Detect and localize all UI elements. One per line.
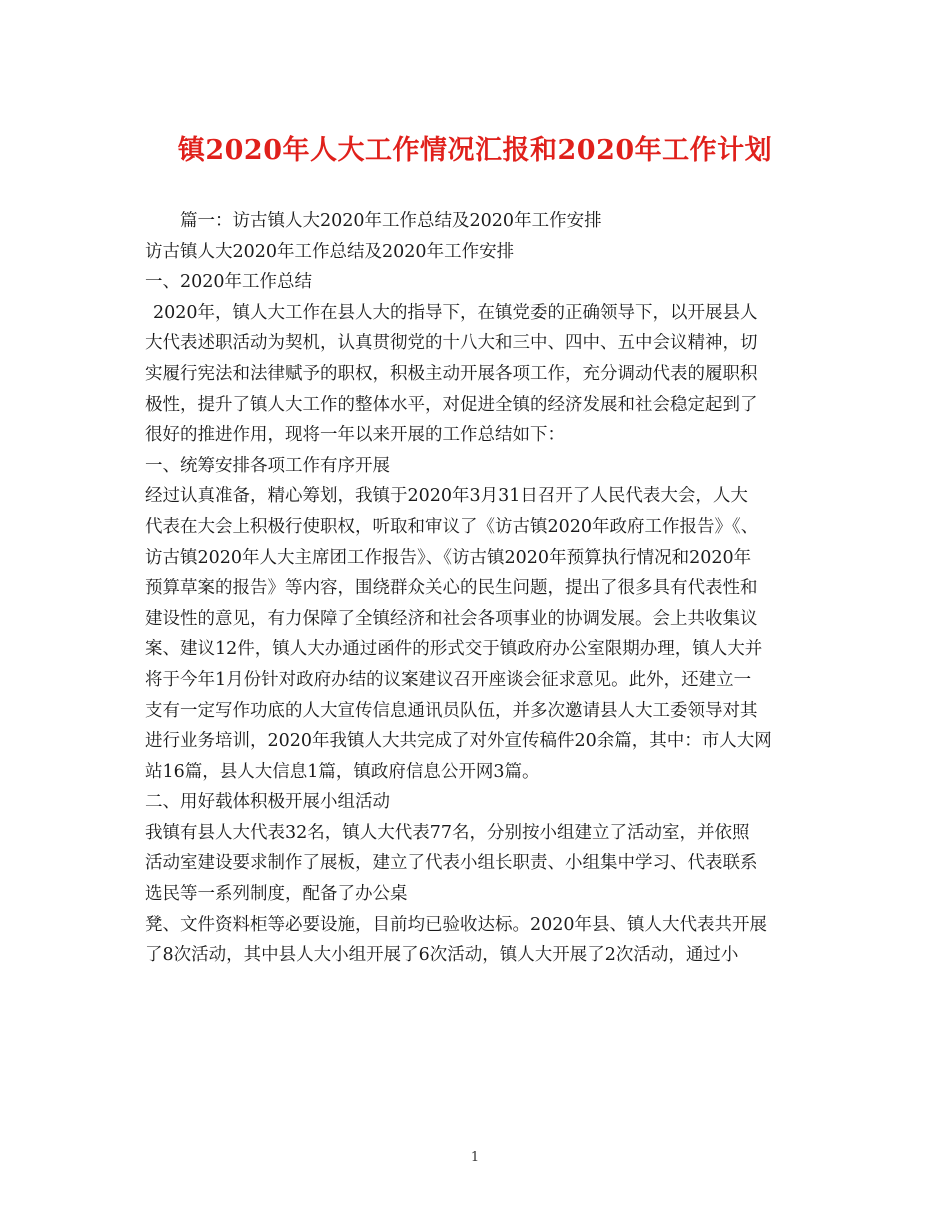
text-line: 一、2020年工作总结 [145,272,313,293]
text-line: 案、建议12件，镇人大办通过函件的形式交于镇政府办公室限期办理，镇人大并 [145,639,763,660]
text-line: 2020年，镇人大工作在县人大的指导下，在镇党委的正确领导下，以开展县人 [153,302,758,323]
text-line: 预算草案的报告》等内容，围绕群众关心的民生问题，提出了很多具有代表性和 [145,578,758,599]
text-line: 代表在大会上积极行使职权，听取和审议了《访古镇2020年政府工作报告》《、 [145,516,759,537]
text-line: 访古镇人大2020年工作总结及2020年工作安排 [145,241,515,262]
text-line: 了8次活动，其中县人大小组开展了6次活动，镇人大开展了2次活动，通过小 [145,945,739,966]
text-line: 大代表述职活动为契机，认真贯彻党的十八大和三中、四中、五中会议精神，切 [145,333,758,354]
text-line: 极性，提升了镇人大工作的整体水平，对促进全镇的经济发展和社会稳定起到了 [145,394,758,415]
text-line: 访古镇2020年人大主席团工作报告》、《访古镇2020年预算执行情况和2020年 [145,547,752,568]
text-line: 我镇有县人大代表32名，镇人大代表77名，分别按小组建立了活动室，并依照 [145,822,750,843]
text-line: 活动室建设要求制作了展板，建立了代表小组长职责、小组集中学习、代表联系 [145,853,758,874]
text-line: 二、用好载体积极开展小组活动 [145,792,390,813]
text-line: 选民等一系列制度，配备了办公桌 [145,884,408,905]
document-body [145,206,810,971]
text-line: 站16篇，县人大信息1篇，镇政府信息公开网3篇。 [145,761,540,782]
page-number: 1 [470,1150,480,1165]
text-line: 进行业务培训，2020年我镇人大共完成了对外宣传稿件20余篇，其中：市人大网 [145,731,772,752]
text-line: 篇一：访古镇人大2020年工作总结及2020年工作安排 [180,211,602,231]
text-line: 实履行宪法和法律赋予的职权，积极主动开展各项工作，充分调动代表的履职积 [145,363,758,384]
text-line: 凳、文件资料柜等必要设施，目前均已验收达标。2020年县、镇人大代表共开展 [145,914,768,935]
text-line: 将于今年1月份针对政府办结的议案建议召开座谈会征求意见。此外，还建立一 [145,669,752,690]
text-line: 建设性的意见，有力保障了全镇经济和社会各项事业的协调发展。会上共收集议 [145,608,758,629]
text-line: 一、统筹安排各项工作有序开展 [145,455,390,476]
text-line: 经过认真准备，精心筹划，我镇于2020年3月31日召开了人民代表大会，人大 [145,486,748,507]
document-title: 镇2020年人大工作情况汇报和2020年工作计划 [177,135,773,166]
text-line: 很好的推进作用，现将一年以来开展的工作总结如下： [145,425,565,446]
text-line: 支有一定写作功底的人大宣传信息通讯员队伍，并多次邀请县人大工委领导对其 [145,700,758,721]
